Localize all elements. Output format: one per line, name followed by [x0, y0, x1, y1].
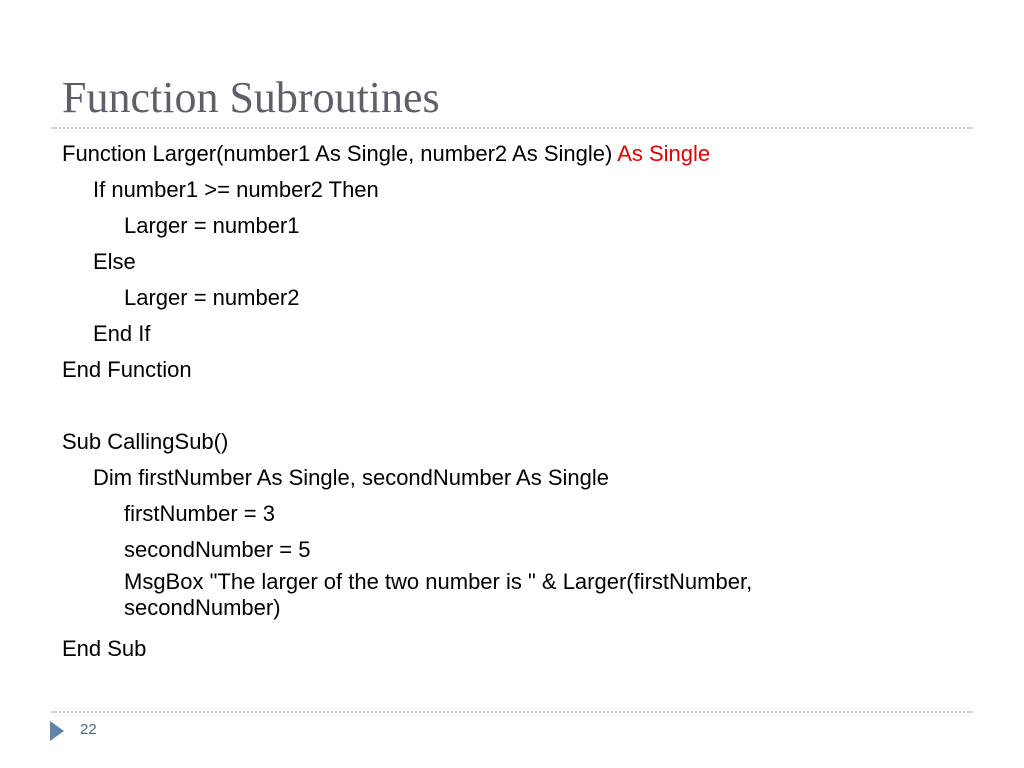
code-line: End Sub [62, 636, 147, 661]
page-number: 22 [80, 721, 97, 738]
code-line: If number1 >= number2 Then [93, 177, 379, 202]
triangle-bullet-icon [50, 721, 64, 741]
highlighted-return-type: As Single [617, 141, 711, 166]
code-text: MsgBox "The larger of the two number is " & Larger(firstNumber, [124, 569, 753, 594]
code-text: Function Larger(number1 As Single, number2 As Single) [62, 141, 618, 166]
title-divider [52, 127, 972, 129]
code-line: Larger = number1 [124, 213, 300, 238]
blank-line [62, 388, 942, 424]
slide-title: Function Subroutines [62, 73, 440, 122]
code-block [62, 136, 942, 667]
code-line: End Function [62, 357, 192, 382]
code-line: End If [93, 321, 151, 346]
code-line: firstNumber = 3 [124, 501, 275, 526]
code-line: Else [93, 249, 136, 274]
code-line [62, 136, 942, 172]
code-line-wrapped [62, 568, 942, 631]
footer-divider [52, 711, 972, 713]
code-text-continuation: secondNumber) [124, 595, 281, 620]
code-line: Dim firstNumber As Single, secondNumber As Single [93, 465, 609, 490]
code-line: Sub CallingSub() [62, 429, 229, 454]
code-line: Larger = number2 [124, 285, 300, 310]
code-line: secondNumber = 5 [124, 537, 311, 562]
